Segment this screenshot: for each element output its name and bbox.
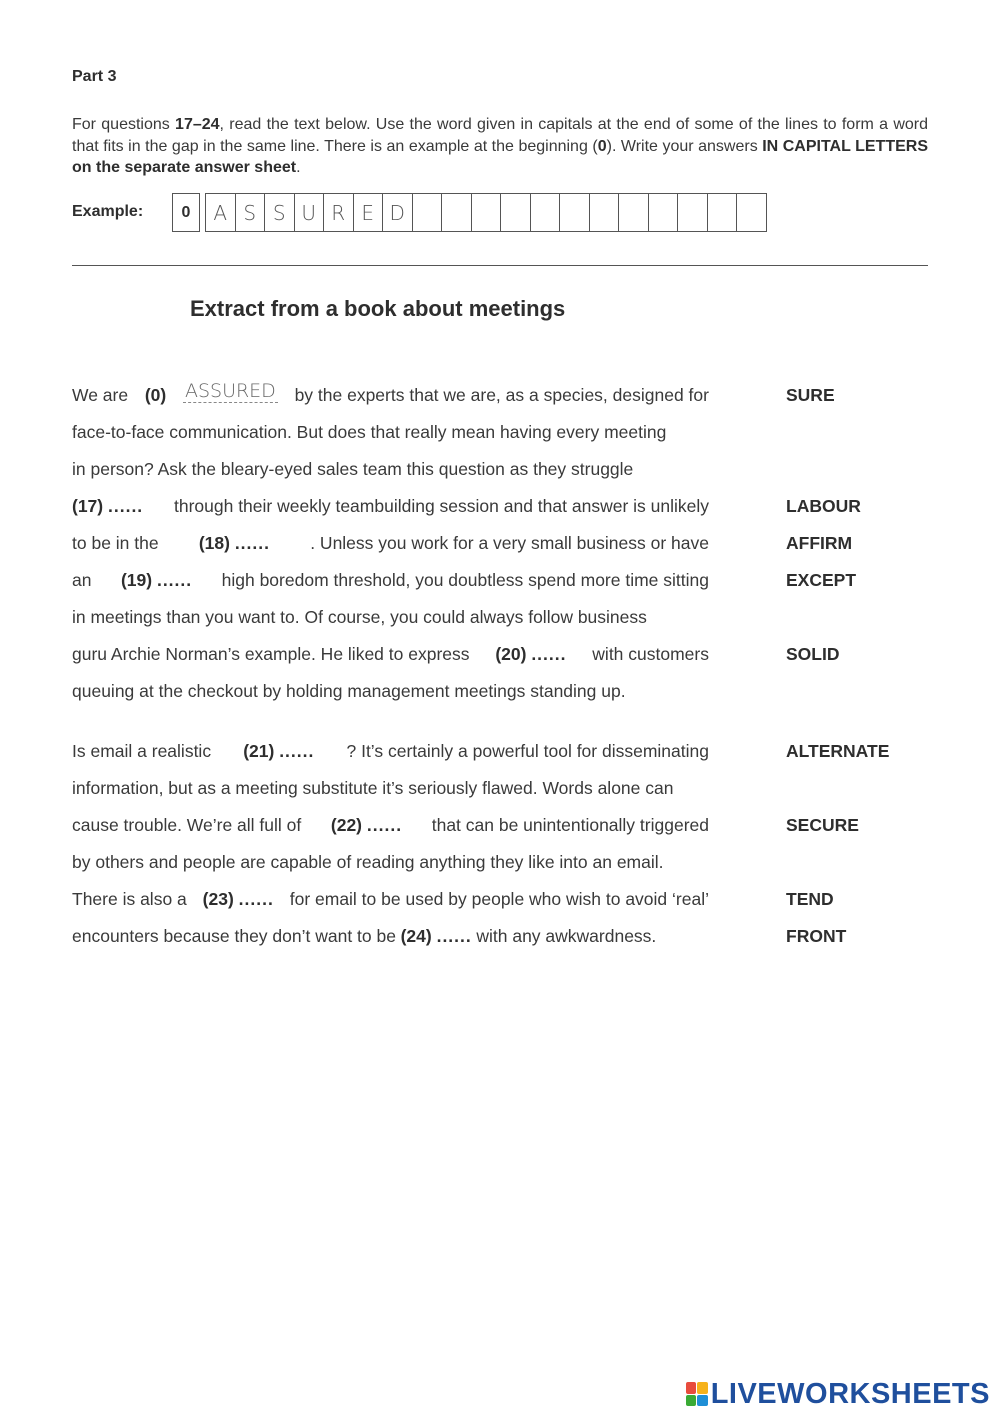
text-line-0 [72, 380, 709, 407]
letter-box: R [323, 193, 354, 232]
gap-dots: ...... [108, 496, 144, 516]
logo-square [697, 1382, 708, 1394]
text-fragment: . Unless you work for a very small business or have [310, 533, 709, 553]
text-fragment: face-to-face communication. But does that really mean having every meeting [72, 422, 667, 442]
text-fragment: There is also a [72, 889, 187, 909]
letter-box [736, 193, 767, 232]
example-label: Example: [72, 203, 144, 220]
letter-box [589, 193, 620, 232]
instructions [72, 114, 928, 179]
text-fragment: queuing at the checkout by holding management meetings standing up. [72, 681, 626, 701]
logo-square [697, 1395, 708, 1407]
logo-square [686, 1382, 697, 1394]
instr-capitals: IN CAPITAL LETTERS on the separate answer sheet [72, 137, 929, 176]
text-fragment: by the experts that we are, as a species, designed for [294, 385, 709, 405]
gap-dots: ...... [156, 570, 193, 590]
part-heading: Part 3 [72, 68, 117, 85]
letter-box [677, 193, 708, 232]
instr-text-1: For questions [72, 116, 176, 133]
text-fragment: through their weekly teambuilding session and that answer is unlikely [173, 496, 709, 516]
gap-23[interactable] [203, 889, 274, 910]
text-line-21 [72, 741, 709, 762]
letter-box [530, 193, 561, 232]
text-title: Extract from a book about meetings [190, 296, 566, 321]
keyword-tend: TEND [786, 889, 834, 909]
letter-box: E [353, 193, 384, 232]
letter-box [471, 193, 502, 232]
text-line [72, 459, 709, 480]
keyword-sure: SURE [786, 385, 835, 405]
text-line-24 [72, 926, 709, 947]
letter-box: S [235, 193, 266, 232]
example-number-box: 0 [172, 193, 200, 232]
gap-number-20: (20) [495, 644, 527, 664]
instr-text-4: . [296, 159, 301, 176]
text-fragment: with any awkwardness. [476, 926, 657, 946]
gap-dots: ...... [366, 815, 403, 835]
letter-box [618, 193, 649, 232]
text-fragment: by others and people are capable of reading anything they like into an email. [72, 852, 664, 872]
keyword-secure: SECURE [786, 815, 859, 835]
keyword-solid: SOLID [786, 644, 840, 664]
text-fragment: encounters because they don’t want to be [72, 926, 396, 946]
gap-number-19: (19) [120, 570, 153, 590]
keyword-affirm: AFFIRM [786, 533, 853, 553]
gap-number-23: (23) [202, 889, 234, 909]
text-fragment: in person? Ask the bleary-eyed sales team this question as they struggle [72, 459, 634, 479]
text-line [72, 852, 709, 873]
gap-number-18: (18) [198, 533, 230, 553]
text-fragment: ? It’s certainly a powerful tool for disseminating [346, 741, 709, 761]
letter-box [441, 193, 472, 232]
text-fragment: high boredom threshold, you doubtless spend more time sitting [221, 570, 709, 590]
gap-dots: ...... [279, 741, 315, 761]
liveworksheets-logo-icon [686, 1382, 708, 1406]
text-line-22 [72, 815, 709, 836]
text-fragment: with customers [592, 644, 709, 664]
letter-box [412, 193, 443, 232]
letter-box [500, 193, 531, 232]
gap-number-21: (21) [243, 741, 275, 761]
gap-number-22: (22) [330, 815, 363, 835]
instr-text-3: ). Write your answers [606, 137, 763, 155]
text-line-18 [72, 533, 709, 554]
letter-box [559, 193, 590, 232]
text-fragment: Is email a realistic [72, 741, 212, 761]
text-fragment: an [72, 570, 92, 590]
instr-text-2: , read the text below. Use the word given in capitals at the end of some of the lines to form a word that fits in the gap in the same line. There is an example at the beginning ( [72, 116, 928, 155]
divider [72, 265, 928, 266]
instr-questions: 17–24 [175, 116, 220, 133]
gap-number-24: (24) [400, 926, 432, 946]
keyword-labour: LABOUR [786, 496, 861, 516]
gap-dots: ...... [531, 644, 567, 664]
text-line-19 [72, 570, 709, 591]
letter-box [648, 193, 679, 232]
gap-number-17: (17) [72, 496, 104, 516]
gap-dots: ...... [238, 889, 274, 909]
letter-box: U [294, 193, 325, 232]
gap-20[interactable] [495, 644, 566, 665]
text-fragment: to be in the [72, 533, 159, 553]
keyword-except: EXCEPT [786, 570, 857, 590]
example-answer-handwritten: ASSURED [184, 380, 276, 402]
gap-dots: ...... [436, 926, 472, 946]
gap-24[interactable] [401, 926, 472, 947]
text-line [72, 778, 709, 799]
logo-text: LIVEWORKSHEETS [710, 1377, 990, 1410]
instr-zero: 0 [597, 137, 607, 155]
letter-box: D [382, 193, 413, 232]
text-line-20 [72, 644, 709, 665]
gap-dots: ...... [234, 533, 270, 553]
letter-box: S [264, 193, 295, 232]
liveworksheets-logo [686, 1377, 990, 1411]
keyword-front: FRONT [786, 926, 847, 946]
text-fragment: for email to be used by people who wish to avoid ‘real’ [289, 889, 709, 909]
text-fragment: that can be unintentionally triggered [431, 815, 709, 835]
gap-21[interactable] [243, 741, 314, 762]
text-line [72, 681, 709, 702]
text-line [72, 607, 709, 628]
letter-box [707, 193, 738, 232]
gap-number-0: (0) [144, 385, 167, 405]
example-answer-boxes [172, 193, 767, 232]
logo-square [686, 1395, 697, 1407]
text-fragment: cause trouble. We’re all full of [72, 815, 302, 835]
text-fragment: in meetings than you want to. Of course, you could always follow business [72, 607, 647, 627]
text-fragment: information, but as a meeting substitute it’s seriously flawed. Words alone can [72, 778, 674, 798]
text-fragment: We are [72, 385, 129, 405]
keyword-alternate: ALTERNATE [786, 741, 890, 761]
letter-box: A [205, 193, 236, 232]
gap-18[interactable] [199, 533, 270, 554]
text-line-17 [72, 496, 709, 517]
text-line-23 [72, 889, 709, 910]
text-line [72, 422, 709, 443]
gap-19[interactable] [121, 570, 192, 591]
gap-17[interactable] [72, 496, 143, 517]
gap-22[interactable] [331, 815, 402, 836]
text-fragment: guru Archie Norman’s example. He liked to express [72, 644, 470, 664]
